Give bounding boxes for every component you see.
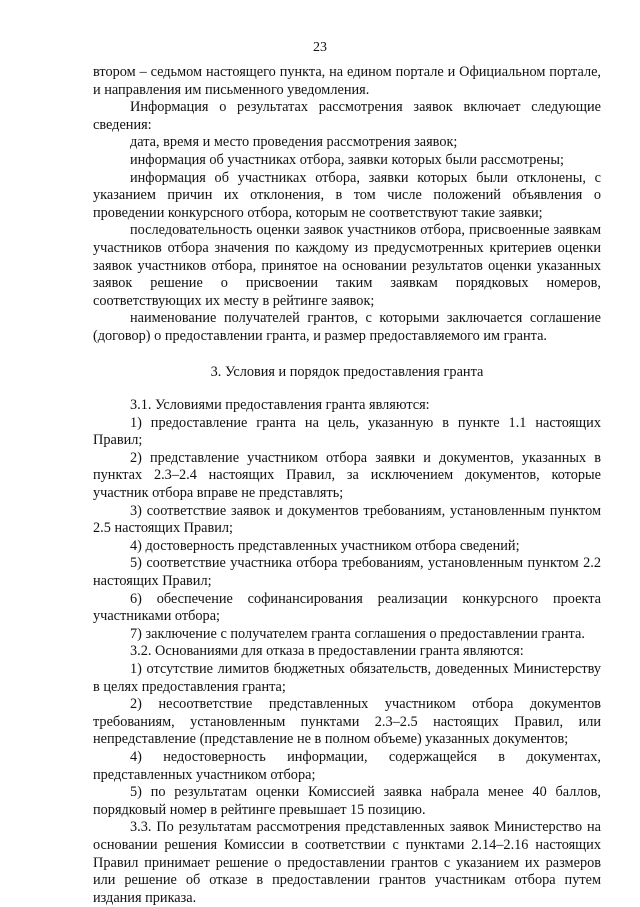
list-item: 7) заключение с получателем гранта соглашения о предоставлении гранта.	[130, 625, 585, 642]
document-body	[93, 64, 601, 907]
page-number: 23	[313, 40, 327, 55]
paragraph: Информация о результатах рассмотрения заявок включает следующие сведения:	[93, 99, 601, 133]
list-item: 6) обеспечение софинансирования реализации конкурсного проекта участниками отбора;	[93, 590, 601, 625]
list-item: 2) представление участником отбора заявки и документов, указанных в пунктах 2.3–2.4 настоящих Правил, за исключением документов, которые участник отбора вправе не представлять;	[93, 449, 601, 502]
paragraph: наименование получателей грантов, с которыми заключается соглашение (договор) о предоставлении гранта, и размер предоставляемого им гранта.	[93, 310, 601, 344]
paragraph: 3.2. Основаниями для отказа в предоставлении гранта являются:	[130, 643, 524, 660]
list-item: 4) достоверность представленных участником отбора сведений;	[130, 537, 520, 554]
list-item: 4) недостоверность информации, содержащейся в документах, представленных участником отбора;	[93, 748, 601, 783]
list-item: 2) несоответствие представленных участником отбора документов требованиям, установленным пунктами 2.3–2.5 настоящих Правил, или непредставление (представление не в полном объеме) указанных документов;	[93, 696, 601, 748]
paragraph: последовательность оценки заявок участников отбора, присвоенные заявкам участников отбора значения по каждому из предусмотренных критериев оценки заявок участников отбора, принятое на основании результатов оценки указанных заявок решение о присвоении таким заявкам порядковых номеров, соответствующих их месту в рейтинге заявок;	[93, 222, 601, 309]
paragraph: 3.3. По результатам рассмотрения представленных заявок Министерство на основании решения Комиссии в соответствии с пунктами 2.14–2.16 настоящих Правил принимает решение о предоставлении грантов с указанием их размеров или решение об отказе в предоставлении грантов участникам отбора путем издания приказа.	[93, 819, 601, 906]
list-item: 1) отсутствие лимитов бюджетных обязательств, доведенных Министерству в целях предоставления гранта;	[93, 661, 601, 695]
paragraph: информация об участниках отбора, заявки которых были отклонены, с указанием причин их отклонения, в том числе положений объявления о проведении конкурсного отбора, которым не соответствуют такие заявки;	[93, 169, 601, 221]
list-item: 1) предоставление гранта на цель, указанную в пункте 1.1 настоящих Правил;	[93, 414, 601, 449]
paragraph: информация об участниках отбора, заявки которых были рассмотрены;	[130, 151, 564, 168]
paragraph: 3.1. Условиями предоставления гранта являются:	[130, 397, 430, 414]
paragraph: дата, время и место проведения рассмотрения заявок;	[130, 134, 458, 151]
list-item: 5) по результатам оценки Комиссией заявка набрала менее 40 баллов, порядковый номер в рейтинге превышает 15 позицию.	[93, 784, 601, 818]
list-item: 3) соответствие заявок и документов требованиям, установленным пунктом 2.5 настоящих Правил;	[93, 502, 601, 537]
section-heading: 3. Условия и порядок предоставления гранта	[210, 363, 484, 380]
paragraph: втором – седьмом настоящего пункта, на едином портале и Официальном портале, и направления им письменного уведомления.	[93, 64, 601, 98]
list-item: 5) соответствие участника отбора требованиям, установленным пунктом 2.2 настоящих Правил;	[93, 555, 601, 590]
